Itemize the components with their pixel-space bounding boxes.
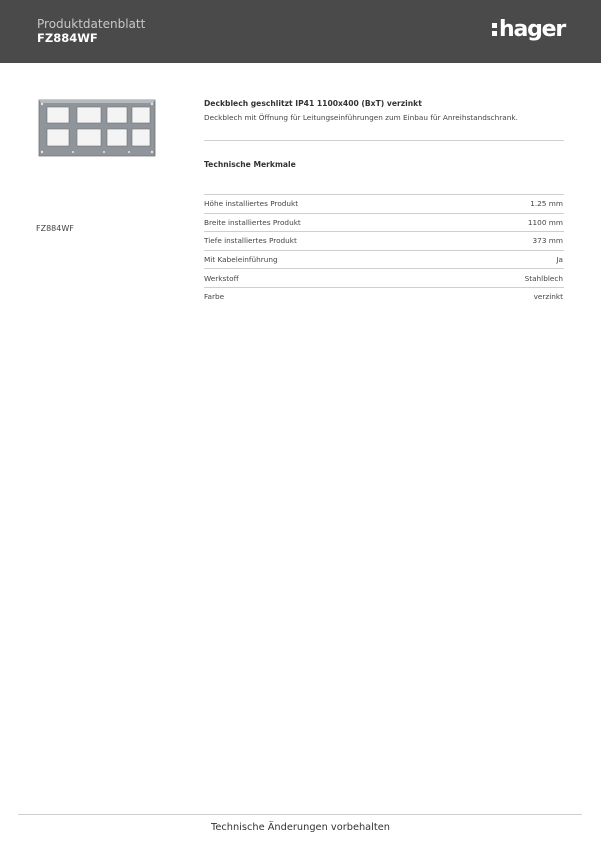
divider [204,140,564,141]
footer-divider [18,814,582,815]
footer-note: Technische Änderungen vorbehalten [211,822,390,833]
side-product-code: FZ884WF [36,224,74,233]
spec-label: Tiefe installiertes Produkt [204,236,297,246]
spec-value: Ja [556,255,563,265]
spec-value: 373 mm [532,236,563,246]
spec-value: Stahlblech [524,273,563,283]
spec-row [204,268,564,287]
spec-row [204,213,564,232]
header-product-code: FZ884WF [37,31,98,45]
logo-text: hager [499,17,566,42]
spec-value: verzinkt [533,292,563,302]
spec-label: Breite installiertes Produkt [204,217,301,227]
product-image [37,98,157,158]
product-title: Deckblech geschlitzt IP41 1100x400 (BxT) verzinkt [204,99,422,108]
logo-colon-icon [492,18,497,38]
spec-value: 1.25 mm [530,199,563,209]
spec-row [204,287,564,306]
specs-section-title: Technische Merkmale [204,160,296,169]
spec-label: Mit Kabeleinführung [204,255,278,265]
page-header [0,0,601,63]
cover-plate-icon [39,100,155,156]
spec-label: Höhe installiertes Produkt [204,199,299,209]
spec-row [204,194,564,213]
hager-logo [492,17,565,43]
product-description: Deckblech mit Öffnung für Leitungseinführungen zum Einbau für Anreihstandschrank. [204,113,518,122]
spec-row [204,231,564,250]
specs-table [204,194,564,306]
spec-label: Werkstoff [204,273,239,283]
spec-row [204,250,564,269]
document-type: Produktdatenblatt [37,17,146,31]
spec-value: 1100 mm [527,217,563,227]
spec-label: Farbe [204,292,225,302]
